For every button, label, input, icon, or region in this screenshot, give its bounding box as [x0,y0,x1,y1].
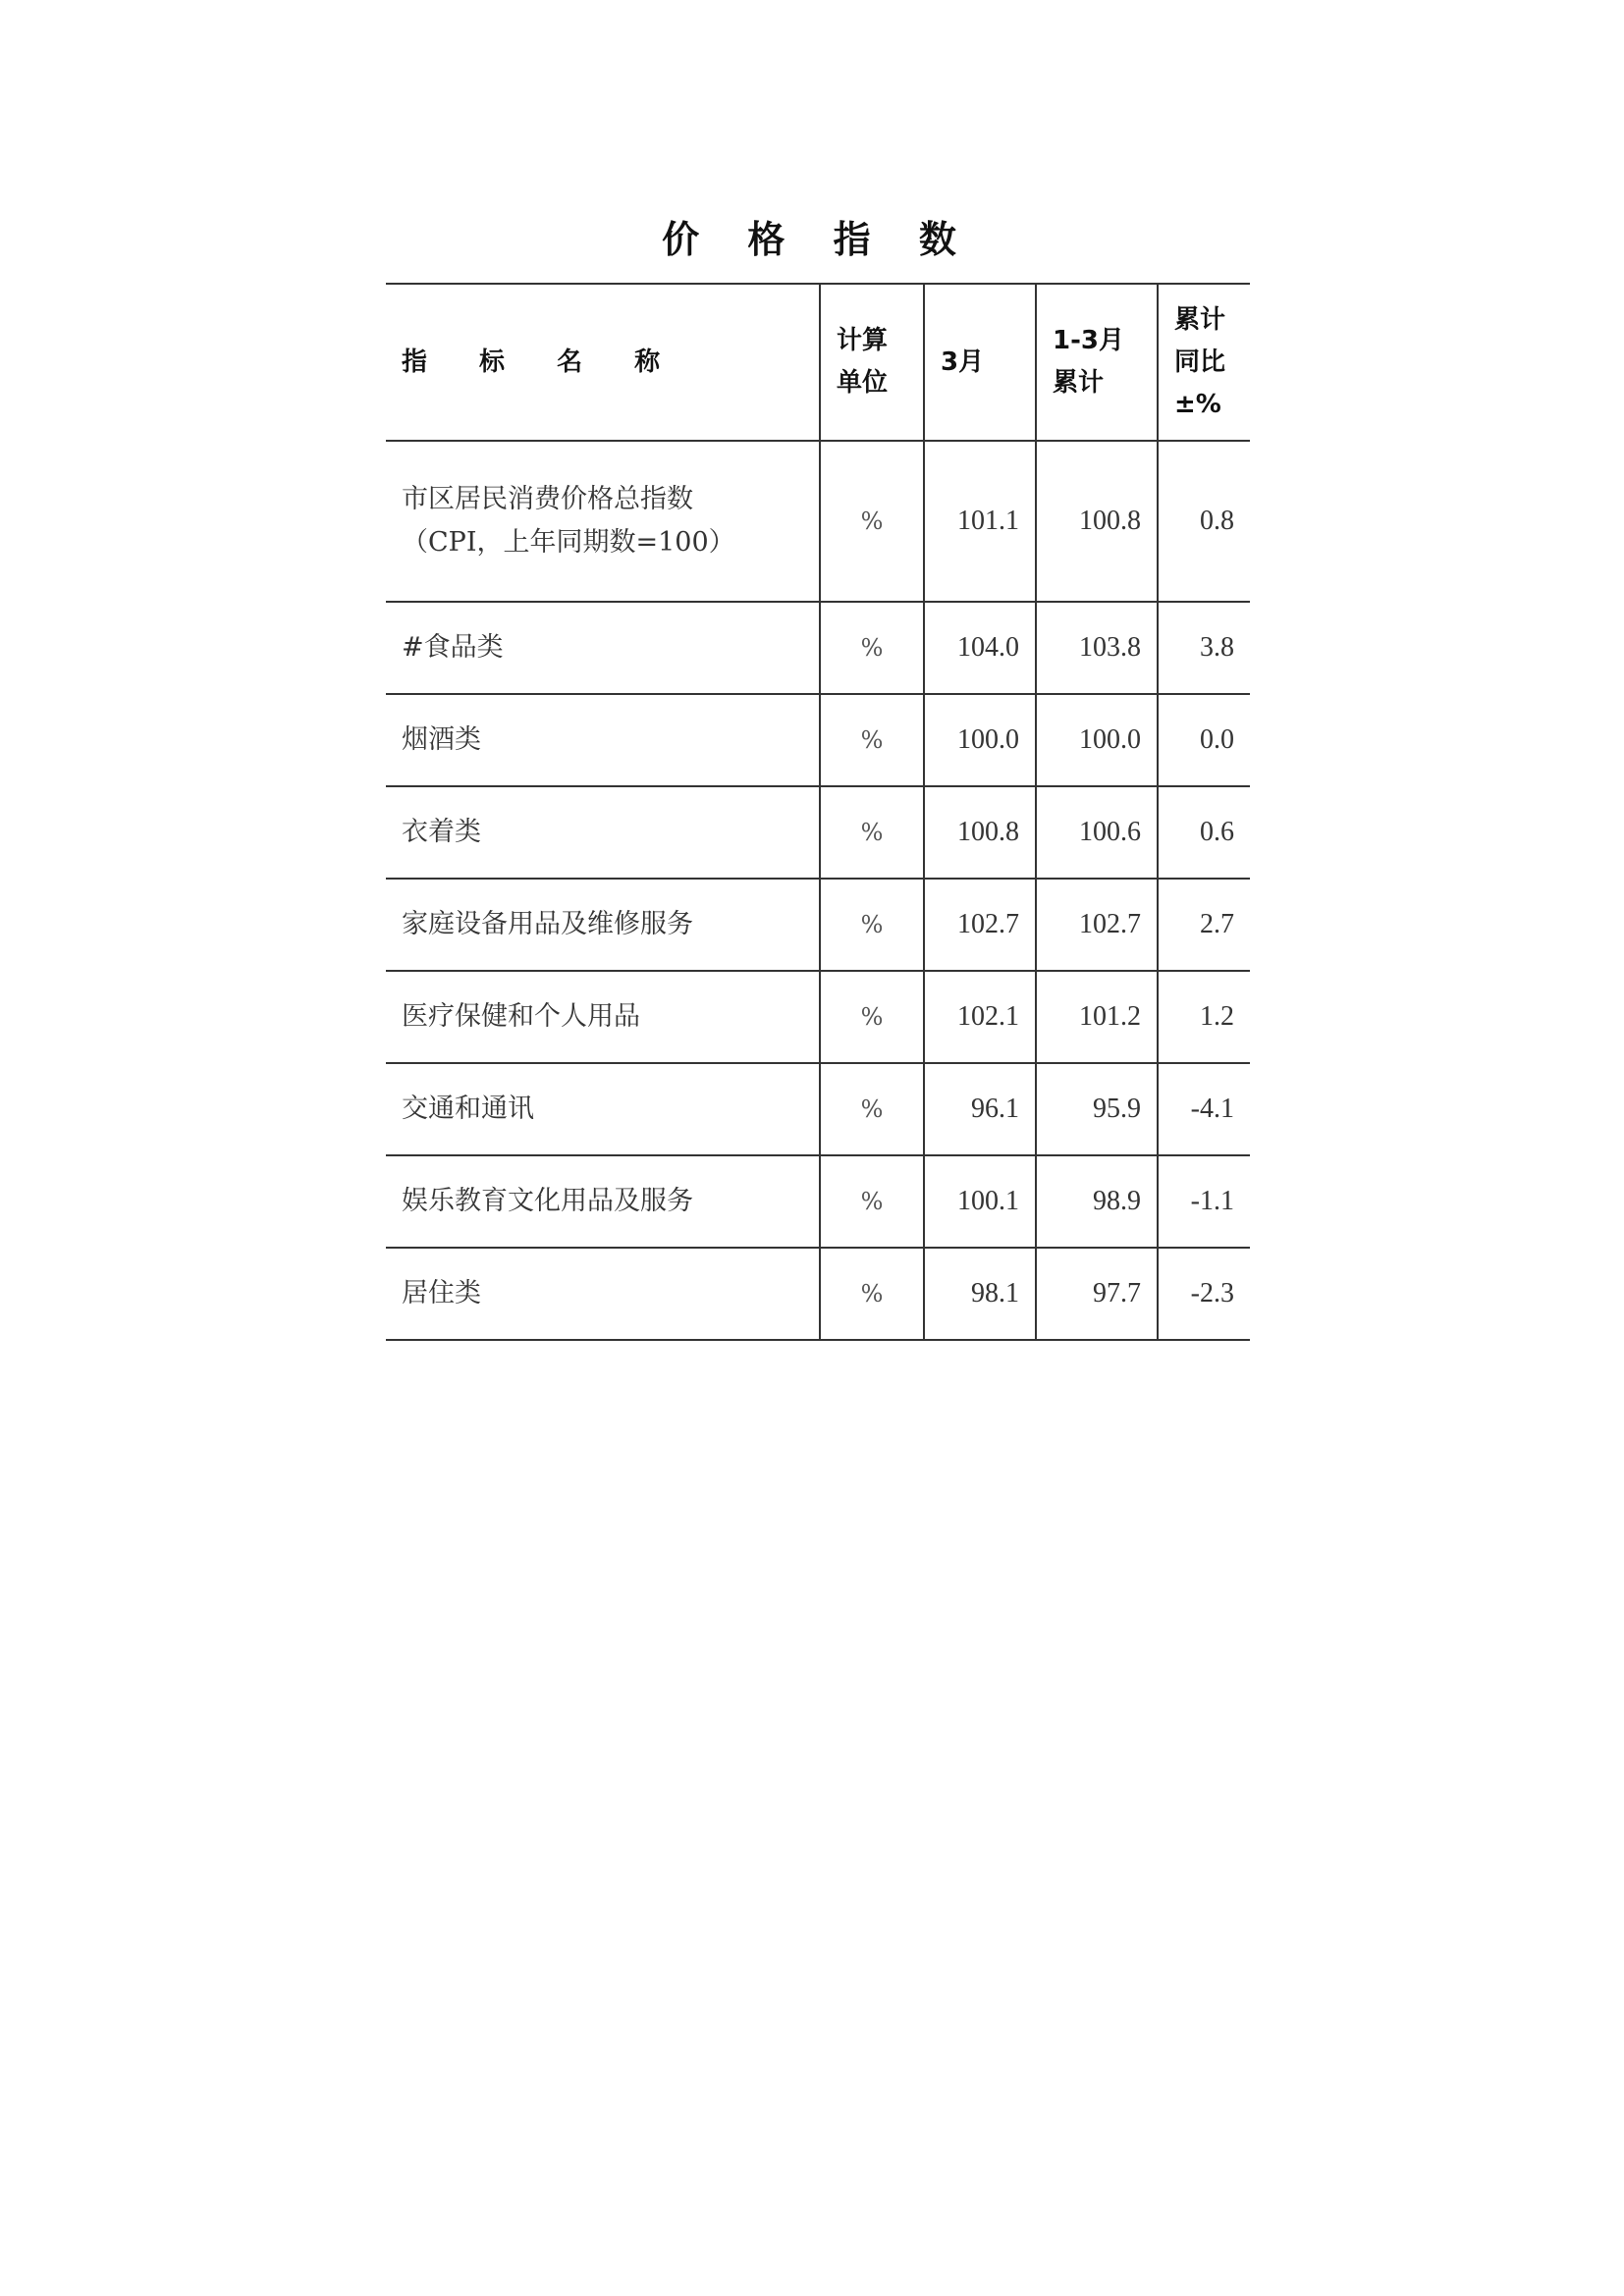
row-cumulative: 101.2 [1036,971,1158,1063]
row-month: 100.0 [924,694,1036,786]
row-cumulative: 97.7 [1036,1248,1158,1340]
row-unit: % [820,786,924,879]
row-month: 100.8 [924,786,1036,879]
row-cumulative: 100.8 [1036,441,1158,602]
row-unit: % [820,694,924,786]
header-indicator-name: 指 标 名 称 [386,284,820,441]
row-unit: % [820,1063,924,1155]
row-yoy: 0.0 [1158,694,1250,786]
row-month: 104.0 [924,602,1036,694]
row-unit: % [820,441,924,602]
row-yoy: 0.8 [1158,441,1250,602]
row-unit: % [820,602,924,694]
row-name: 市区居民消费价格总指数 （CPI，上年同期数=100） [386,441,820,602]
row-name: #食品类 [386,602,820,694]
row-name: 交通和通讯 [386,1063,820,1155]
row-unit: % [820,1248,924,1340]
row-cumulative: 100.0 [1036,694,1158,786]
table-row [386,971,1250,1063]
header-month: 3月 [924,284,1036,441]
row-month: 98.1 [924,1248,1036,1340]
row-month: 96.1 [924,1063,1036,1155]
table-row [386,602,1250,694]
page-title: 价 格 指 数 [662,218,974,261]
table-row [386,786,1250,879]
row-name: 居住类 [386,1248,820,1340]
row-unit: % [820,971,924,1063]
row-cumulative: 95.9 [1036,1063,1158,1155]
table-row [386,441,1250,602]
row-unit: % [820,879,924,971]
row-month: 102.1 [924,971,1036,1063]
row-month: 101.1 [924,441,1036,602]
row-yoy: -2.3 [1158,1248,1250,1340]
row-cumulative: 98.9 [1036,1155,1158,1248]
row-yoy: -4.1 [1158,1063,1250,1155]
table-row [386,1063,1250,1155]
table-row [386,879,1250,971]
price-index-table [386,283,1250,1341]
row-yoy: -1.1 [1158,1155,1250,1248]
header-unit: 计算 单位 [820,284,924,441]
row-name: 衣着类 [386,786,820,879]
row-cumulative: 102.7 [1036,879,1158,971]
row-yoy: 3.8 [1158,602,1250,694]
row-month: 102.7 [924,879,1036,971]
row-name: 烟酒类 [386,694,820,786]
row-name: 医疗保健和个人用品 [386,971,820,1063]
table-row [386,1155,1250,1248]
row-yoy: 2.7 [1158,879,1250,971]
table-row [386,694,1250,786]
row-month: 100.1 [924,1155,1036,1248]
row-yoy: 0.6 [1158,786,1250,879]
row-name: 家庭设备用品及维修服务 [386,879,820,971]
table-header-row [386,284,1250,441]
header-yoy: 累计 同比 ±% [1158,284,1250,441]
row-unit: % [820,1155,924,1248]
table-row [386,1248,1250,1340]
row-name: 娱乐教育文化用品及服务 [386,1155,820,1248]
row-cumulative: 100.6 [1036,786,1158,879]
row-cumulative: 103.8 [1036,602,1158,694]
row-yoy: 1.2 [1158,971,1250,1063]
header-cumulative: 1-3月 累计 [1036,284,1158,441]
